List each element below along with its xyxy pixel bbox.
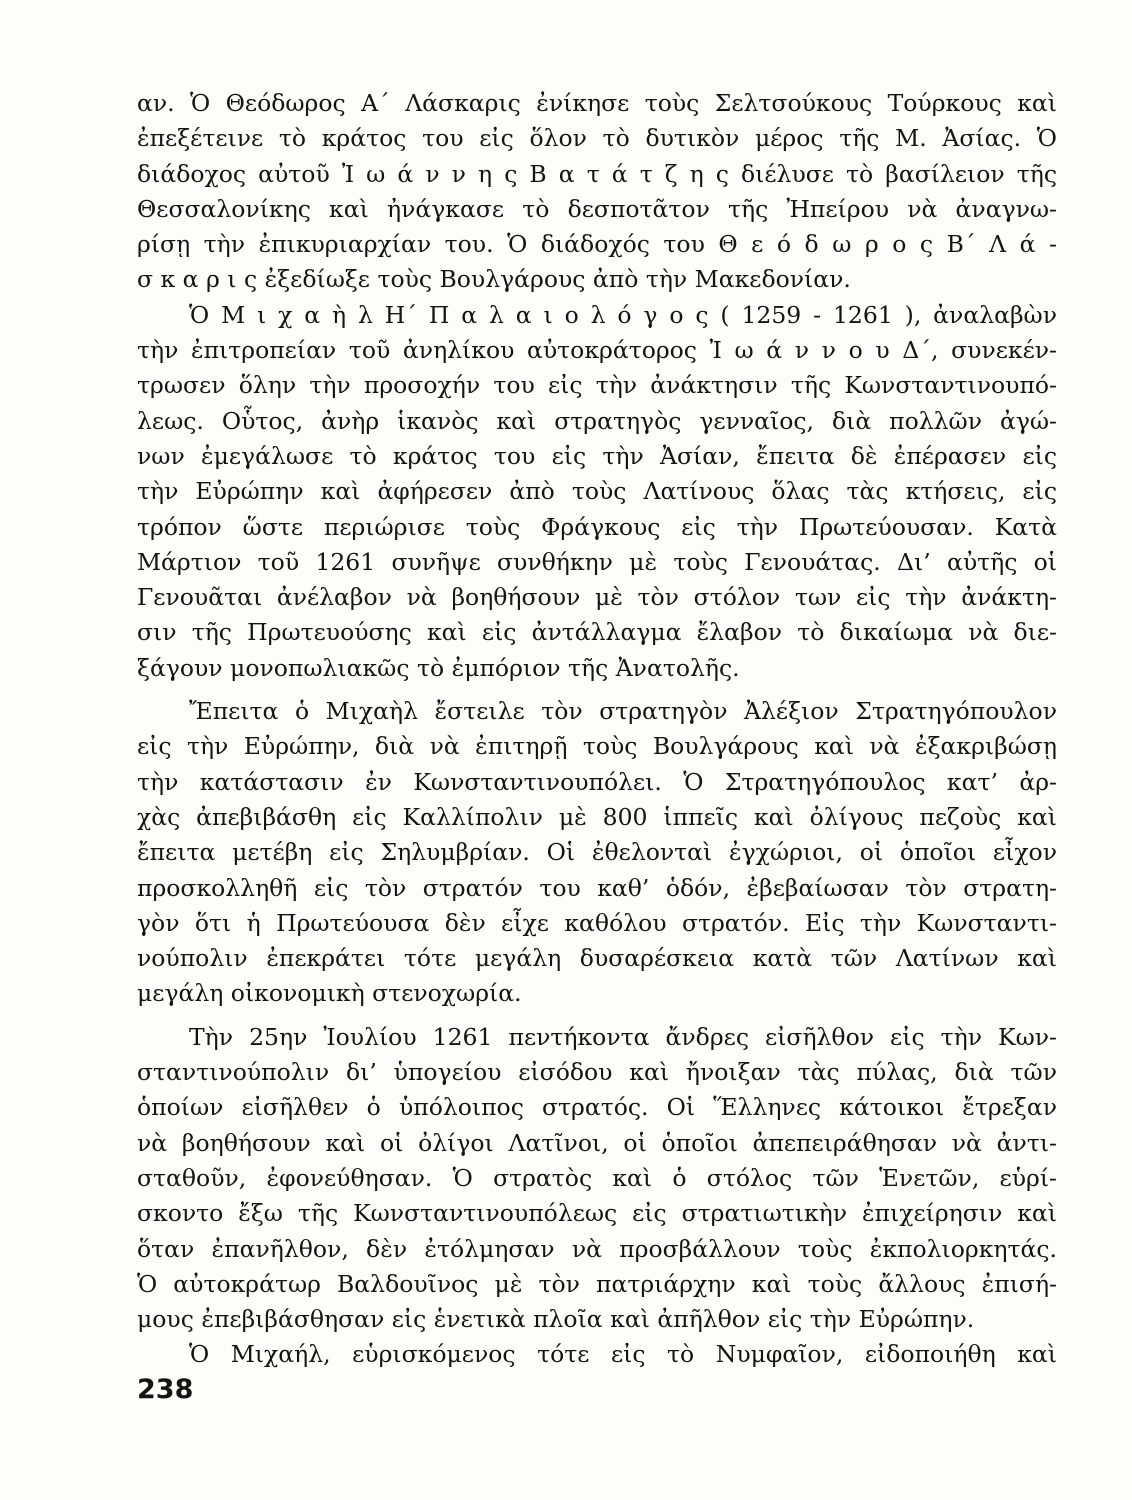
text-line: αν. Ὁ Θεόδωρος Α΄ Λάσκαρις ἐνίκησε τοὺς Σελτσούκους Τούρκους καὶ	[137, 89, 1057, 117]
text-line: τρόπον ὥστε περιώρισε τοὺς Φράγκους εἰς τὴν Πρωτεύουσαν. Κατὰ	[137, 512, 1057, 541]
text-line: τὴν κατάστασιν ἐν Κωνσταντινουπόλει. Ὁ Στρατηγόπουλος κατ’ ἀρ-	[137, 767, 1057, 796]
text-line: ὅταν ἐπανῆλθον, δὲν ἐτόλμησαν νὰ προσβάλλουν τοὺς ἐκπολιορκητάς.	[137, 1234, 1057, 1263]
text-line: νων ἐμεγάλωσε τὸ κράτος του εἰς τὴν Ἀσίαν, ἔπειτα δὲ ἐπέρασεν εἰς	[137, 441, 1057, 470]
page-number: 238	[137, 1374, 194, 1405]
text-line: Τὴν 25ην Ἰουλίου 1261 πεντήκοντα ἄνδρες εἰσῆλθον εἰς τὴν Κων-	[189, 1022, 1057, 1051]
text-line: ξάγουν μονοπωλιακῶς τὸ ἐμπόριον τῆς Ἀνατολῆς.	[137, 653, 740, 682]
text-line: ἐπεξέτεινε τὸ κράτος του εἰς ὅλον τὸ δυτικὸν μέρος τῆς Μ. Ἀσίας. Ὁ	[137, 124, 1057, 153]
text-line: μους ἐπεβιβάσθησαν εἰς ἑνετικὰ πλοῖα καὶ ἀπῆλθον εἰς τὴν Εὐρώπην.	[137, 1305, 975, 1334]
paragraph-gap	[137, 1012, 1057, 1020]
paragraph-5	[137, 1337, 1057, 1372]
paragraph-3	[137, 694, 1057, 1012]
text-line: χὰς ἀπεβιβάσθη εἰς Καλλίπολιν μὲ 800 ἱππεῖς καὶ ὀλίγους πεζοὺς καὶ	[137, 802, 1057, 831]
text-line: ἔπειτα μετέβη εἰς Σηλυμβρίαν. Οἱ ἐθελονταὶ ἐγχώριοι, οἱ ὁποῖοι εἶχον	[137, 838, 1057, 867]
text-line: ὁποίων εἰσῆλθεν ὁ ὑπόλοιπος στρατός. Οἱ Ἕλληνες κάτοικοι ἔτρεξαν	[137, 1093, 1057, 1122]
text-line: διάδοχος αὐτοῦ Ἰ ω ά ν ν η ς Β α τ ά τ ζ η ς διέλυσε τὸ βασίλειον τῆς	[137, 159, 1057, 188]
text-line: Ὁ αὐτοκράτωρ Βαλδουῖνος μὲ τὸν πατριάρχην καὶ τοὺς ἄλλους ἐπισή-	[137, 1269, 1057, 1298]
text-line: μεγάλη οἰκονομικὴ στενοχωρία.	[137, 979, 522, 1008]
text-line: προσκολληθῆ εἰς τὸν στρατόν του καθ’ ὁδόν, ἐβεβαίωσαν τὸν στρατη-	[137, 873, 1057, 902]
paragraph-2	[137, 298, 1057, 686]
paragraph-1	[137, 86, 1057, 298]
text-line: τὴν ἐπιτροπείαν τοῦ ἀνηλίκου αὐτοκράτορος Ἰ ω ά ν ν ο υ Δ΄, συνεκέν-	[137, 336, 1057, 365]
text-line: σκοντο ἔξω τῆς Κωνσταντινουπόλεως εἰς στρατιωτικὴν ἐπιχείρησιν καὶ	[137, 1199, 1057, 1228]
paragraph-4	[137, 1020, 1057, 1338]
text-line: τρωσεν ὅλην τὴν προσοχήν του εἰς τὴν ἀνάκτησιν τῆς Κωνσταντινουπό-	[137, 371, 1057, 400]
text-line: ρίσῃ τὴν ἐπικυριαρχίαν του. Ὁ διάδοχός του Θ ε ό δ ω ρ ο ς Β΄ Λ ά -	[137, 230, 1057, 259]
text-line: εἰς τὴν Εὐρώπην, διὰ νὰ ἐπιτηρῇ τοὺς Βουλγάρους καὶ νὰ ἐξακριβώσῃ	[137, 732, 1057, 761]
text-line: σ κ α ρ ι ς ἐξεδίωξε τοὺς Βουλγάρους ἀπὸ τὴν Μακεδονίαν.	[137, 265, 851, 294]
paragraph-gap	[137, 686, 1057, 694]
text-line: Ἔπειτα ὁ Μιχαὴλ ἔστειλε τὸν στρατηγὸν Ἀλέξιον Στρατηγόπουλον	[189, 697, 1057, 726]
text-line: Γενουᾶται ἀνέλαβον νὰ βοηθήσουν μὲ τὸν στόλον των εἰς τὴν ἀνάκτη-	[137, 583, 1057, 612]
text-line: σταθοῦν, ἐφονεύθησαν. Ὁ στρατὸς καὶ ὁ στόλος τῶν Ἑνετῶν, εὑρί-	[137, 1163, 1057, 1192]
text-line: Ὁ Μιχαήλ, εὑρισκόμενος τότε εἰς τὸ Νυμφαῖον, εἰδοποιήθη καὶ	[189, 1340, 1057, 1369]
text-line: νούπολιν ἐπεκράτει τότε μεγάλη δυσαρέσκεια κατὰ τῶν Λατίνων καὶ	[137, 944, 1057, 973]
text-line: γὸν ὅτι ἡ Πρωτεύουσα δὲν εἶχε καθόλου στρατόν. Εἰς τὴν Κωνσταντι-	[137, 908, 1057, 937]
text-line: λεως. Οὗτος, ἀνὴρ ἱκανὸς καὶ στρατηγὸς γενναῖος, διὰ πολλῶν ἀγώ-	[137, 406, 1057, 435]
text-line: Μάρτιον τοῦ 1261 συνῆψε συνθήκην μὲ τοὺς Γενουάτας. Δι’ αὐτῆς οἱ	[137, 547, 1057, 576]
text-line: Ὁ Μ ι χ α ὴ λ Η΄ Π α λ α ι ο λ ό γ ο ς ( 1259 - 1261 ), ἀναλαβὼν	[189, 300, 1057, 329]
text-line: σιν τῆς Πρωτευούσης καὶ εἰς ἀντάλλαγμα ἔλαβον τὸ δικαίωμα νὰ διε-	[137, 618, 1057, 647]
text-line: νὰ βοηθήσουν καὶ οἱ ὀλίγοι Λατῖνοι, οἱ ὁποῖοι ἀπεπειράθησαν νὰ ἀντι-	[137, 1128, 1057, 1157]
body-text	[137, 86, 1057, 1373]
text-line: τὴν Εὐρώπην καὶ ἀφήρεσεν ἀπὸ τοὺς Λατίνους ὅλας τὰς κτήσεις, εἰς	[137, 477, 1057, 506]
text-line: Θεσσαλονίκης καὶ ἠνάγκασε τὸ δεσποτᾶτον τῆς Ἠπείρου νὰ ἀναγνω-	[137, 194, 1057, 223]
text-line: σταντινούπολιν δι’ ὑπογείου εἰσόδου καὶ ἤνοιξαν τὰς πύλας, διὰ τῶν	[137, 1058, 1057, 1087]
